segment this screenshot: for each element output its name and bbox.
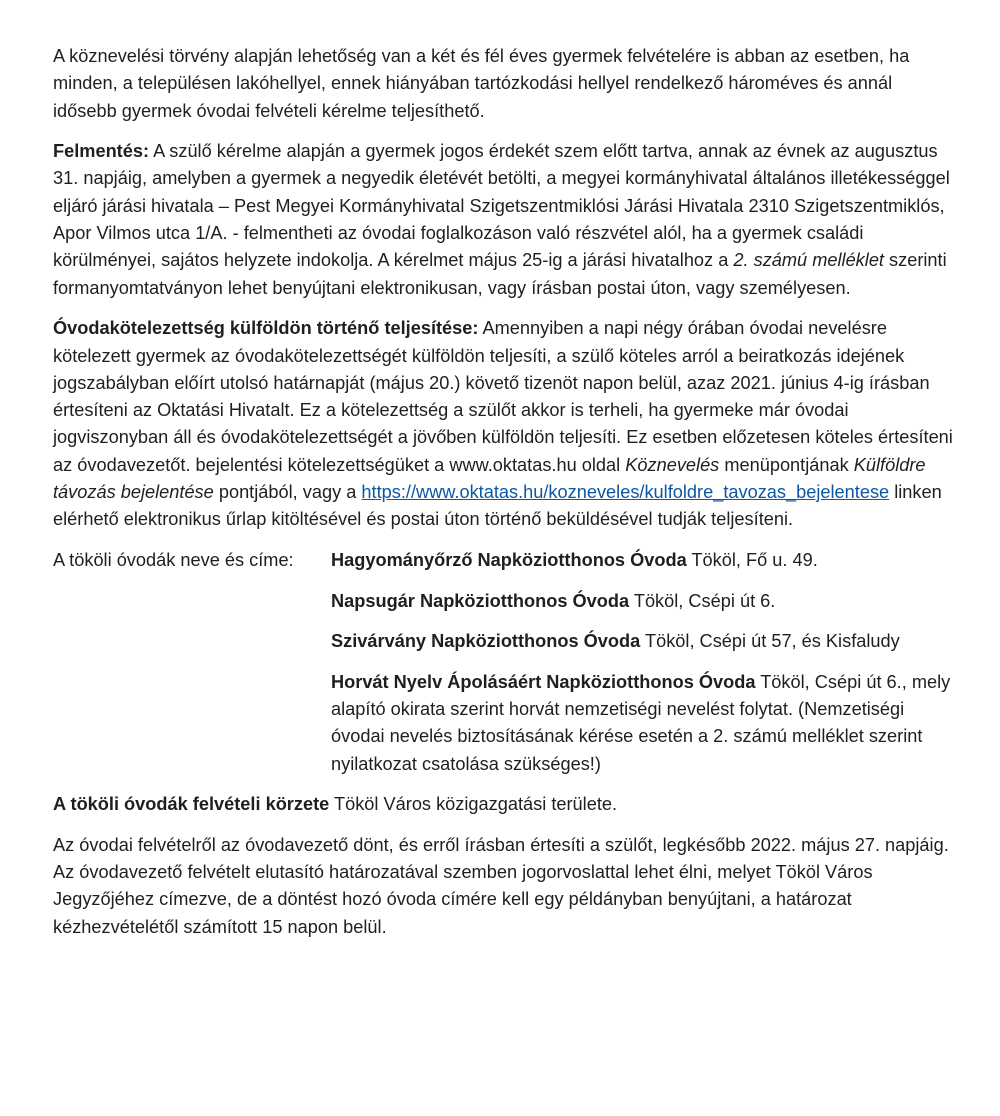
exemption-text: A szülő kérelme alapján a gyermek jogos érdekét szem előtt tartva, annak az évnek az augusztus 31. napjáig, amelyben a gyermek a negyedik életévét betölti, a megyei kormányhivatal általános illetékességgel eljáró járási hivatala – Pest Megyei Kormányhivatal Szigetszentmiklósi Járási Hivatala 2310 Szigetszentmiklós, Apor Vilmos utca 1/A. - felmentheti az óvodai foglalkozáson való részvétel alól, ha a gyermek családi körülményei, sajátos helyzete indokolja. A kérelmet május 25-ig a járási hivatalhoz a (53, 141, 950, 271)
intro-paragraph: A köznevelési törvény alapján lehetőség van a két és fél éves gyermek felvételére is abban az esetben, ha minden, a településen lakóhellyel, ennek hiányában tartózkodási hellyel rendelkező hároméves és annál idősebb gyermek óvodai felvételi kérelme teljesíthető. (53, 46, 910, 121)
document-body (53, 43, 953, 954)
abroad-text-2: menüpontjának (719, 454, 854, 475)
abroad-text: Amennyiben a napi négy órában óvodai nevelésre kötelezett gyermek az óvodakötelezettségét külföldön teljesíti, a szülő köteles arról a beiratkozás idejének jogszabályban előírt utolsó határnapját (május 20.) követő tizenöt napon belül, azaz 2021. június 4-ig írásban értesíteni az Oktatási Hivatalt. Ez a kötelezettség a szülőt akkor is terheli, ha gyermeke már óvodai jogviszonyban áll és óvodakötelezettségét a jövőben külföldön teljesíti. Ez esetben előzetesen köteles értesíteni az óvodavezetőt. bejelentési kötelezettségüket a www.oktatas.hu oldal (53, 318, 953, 475)
kindergarten-entry (331, 628, 953, 655)
admission-decision-paragraph: Az óvodai felvételről az óvodavezető dönt, és erről írásban értesíti a szülőt, legkésőbb 2022. május 27. napjáig. Az óvodavezető felvételt elutasító határozatával szemben jogorvoslattal lehet élni, melyet Tököl Város Jegyzőjéhez címezve, de a döntést hozó óvoda címére kell egy példányban benyújtani, a határozat kézhezvételétől számított 15 napon belül. (53, 834, 949, 937)
district-paragraph (53, 791, 953, 818)
kindergarten-address: Tököl, Csépi út 6. (629, 590, 776, 611)
kindergarten-address: Tököl, Fő u. 49. (686, 549, 818, 570)
district-text: Tököl Város közigazgatási területe. (329, 794, 618, 815)
abroad-text-3: pontjából, vagy a (213, 482, 362, 503)
kindergarten-entry (331, 588, 953, 615)
kindergarten-name: Szivárvány Napköziotthonos Óvoda (331, 631, 641, 652)
exemption-paragraph (53, 138, 953, 302)
kindergarten-list (53, 547, 953, 778)
annex-reference: 2. számú melléklet (733, 250, 884, 271)
abroad-paragraph (53, 315, 953, 533)
kindergarten-name: Napsugár Napköziotthonos Óvoda (331, 590, 630, 611)
kindergarten-entry (331, 669, 953, 778)
kindergarten-name: Hagyományőrző Napköziotthonos Óvoda (331, 549, 687, 570)
menu-item-reference: Külföldre távozás bejelentése (53, 454, 926, 503)
kindergarten-address: Tököl, Csépi út 6., mely alapító okirata szerint horvát nemzetiségi nevelést folytat. (Nemzetiségi óvodai nevelés biztosításának kérése esetén a 2. számú melléklet szerint nyilatkozat csatolása szükséges!) (331, 671, 951, 774)
notification-link[interactable]: https://www.oktatas.hu/kozneveles/kulfoldre_tavozas_bejelentese (361, 482, 890, 503)
district-heading: A tököli óvodák felvételi körzete (53, 794, 330, 815)
kindergarten-address: Tököl, Csépi út 57, és Kisfaludy (640, 631, 900, 652)
kindergarten-entry (331, 547, 953, 574)
exemption-heading: Felmentés: (53, 141, 150, 162)
kindergarten-entries (331, 547, 953, 778)
exemption-text-end: szerinti formanyomtatványon lehet benyújtani elektronikusan, vagy írásban postai úton, vagy személyesen. (53, 250, 947, 298)
kindergarten-name: Horvát Nyelv Ápolásáért Napköziotthonos Óvoda (331, 671, 756, 692)
abroad-heading: Óvodakötelezettség külföldön történő teljesítése: (53, 318, 479, 339)
menu-reference: Köznevelés (625, 454, 720, 475)
kindergarten-list-label: A tököli óvodák neve és címe: (53, 549, 294, 570)
abroad-text-4: linken elérhető elektronikus űrlap kitöltésével és postai úton történő beküldésével tudják teljesíteni. (53, 482, 942, 530)
